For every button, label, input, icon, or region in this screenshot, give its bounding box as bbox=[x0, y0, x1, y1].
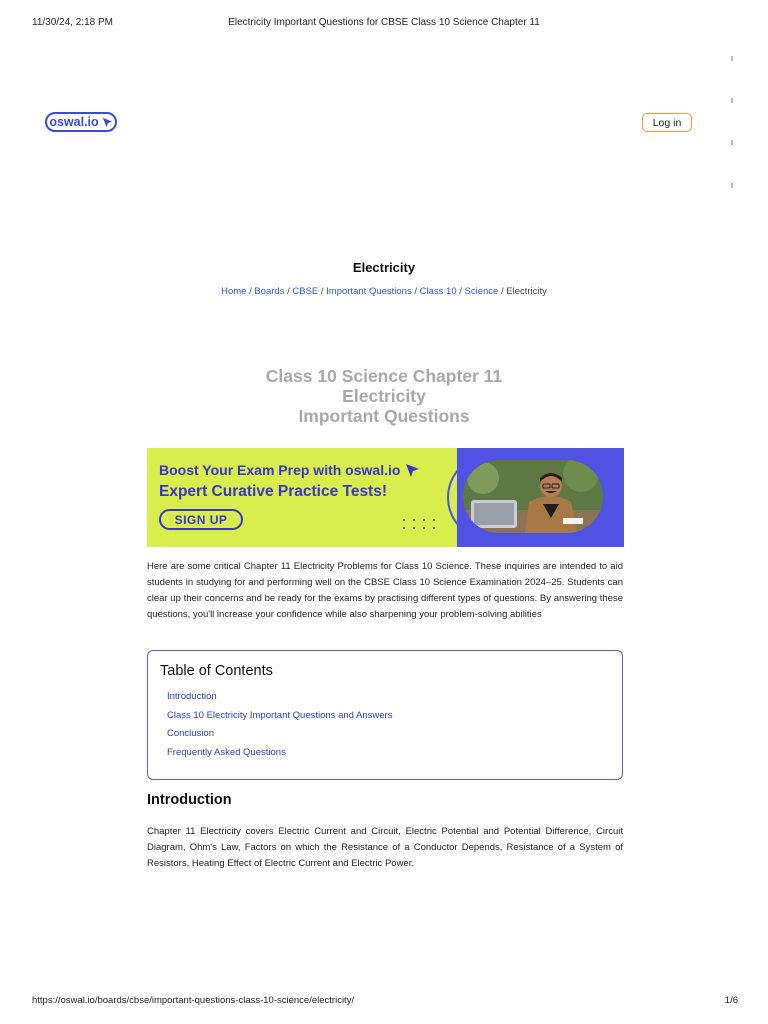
breadcrumb bbox=[0, 286, 768, 297]
student-photo bbox=[463, 460, 603, 533]
toc-item-introduction[interactable]: Introduction bbox=[167, 691, 217, 702]
breadcrumb-separator: / bbox=[320, 286, 324, 297]
breadcrumb-cbse[interactable]: CBSE bbox=[292, 286, 319, 297]
banner-headline: Boost Your Exam Prep with oswal.io bbox=[159, 462, 420, 478]
breadcrumb-separator: / bbox=[414, 286, 417, 297]
print-page-number: 1/6 bbox=[724, 995, 738, 1006]
print-url: https://oswal.io/boards/cbse/important-questions-class-10-science/electricity/ bbox=[32, 995, 355, 1006]
cursor-arrow-icon bbox=[102, 117, 113, 128]
print-document-title: Electricity Important Questions for CBSE Class 10 Science Chapter 11 bbox=[228, 17, 540, 28]
breadcrumb-science[interactable]: Science bbox=[464, 286, 499, 297]
toc-item-questions-answers[interactable]: Class 10 Electricity Important Questions and Answers bbox=[167, 710, 393, 721]
edge-marker bbox=[731, 56, 733, 61]
oswal-logo[interactable] bbox=[45, 112, 117, 132]
edge-marker bbox=[731, 98, 733, 103]
breadcrumb-boards[interactable]: Boards bbox=[254, 286, 285, 297]
edge-marker bbox=[731, 183, 733, 188]
breadcrumb-separator: / bbox=[500, 286, 504, 297]
intro-paragraph: Here are some critical Chapter 11 Electricity Problems for Class 10 Science. These inquiries are intended to aid students in studying for and performing well on the CBSE Class 10 Science Examination 2024–25. Students can clear up their concerns and be ready for the exams by practising different types of questions. By answering these questions, you'll increase your confidence while also sharpening your problem-solving abilities bbox=[147, 561, 623, 620]
hero-line-1: Class 10 Science Chapter 11 bbox=[265, 366, 503, 386]
logo-text: oswal.io bbox=[49, 115, 99, 129]
decorative-dots bbox=[401, 516, 437, 530]
introduction-text: Chapter 11 Electricity covers Electric Current and Circuit, Electric Potential and Potential Difference, Circuit Diagram, Ohm's Law, Factors on which the Resistance of a Conductor Depends, Resistance of a System of Resistors, Heating Effect of Electric Current and Electric Power. bbox=[147, 826, 623, 869]
signup-button[interactable]: SIGN UP bbox=[159, 509, 243, 530]
hero-line-2: Electricity bbox=[342, 386, 426, 406]
breadcrumb-home[interactable]: Home bbox=[221, 286, 247, 297]
promo-banner[interactable] bbox=[147, 448, 624, 547]
login-button[interactable]: Log in bbox=[642, 113, 692, 132]
print-date: 11/30/24, 2:18 PM bbox=[32, 17, 113, 28]
hero-line-3: Important Questions bbox=[298, 406, 470, 426]
breadcrumb-class-10[interactable]: Class 10 bbox=[419, 286, 457, 297]
toc-title: Table of Contents bbox=[160, 663, 273, 679]
breadcrumb-separator: / bbox=[459, 286, 462, 297]
breadcrumb-important-questions[interactable]: Important Questions bbox=[326, 286, 412, 297]
hero-heading bbox=[0, 366, 768, 426]
edge-marker bbox=[731, 140, 733, 145]
introduction-heading: Introduction bbox=[147, 792, 232, 808]
breadcrumb-separator: / bbox=[287, 286, 290, 297]
cursor-arrow-icon bbox=[404, 462, 420, 478]
banner-subheadline: Expert Curative Practice Tests! bbox=[159, 483, 388, 500]
breadcrumb-separator: / bbox=[249, 286, 252, 297]
toc-item-conclusion[interactable]: Conclusion bbox=[167, 728, 214, 739]
breadcrumb-current: Electricity bbox=[506, 286, 547, 297]
toc-item-faq[interactable]: Frequently Asked Questions bbox=[167, 747, 286, 758]
page-title: Electricity bbox=[352, 260, 416, 275]
